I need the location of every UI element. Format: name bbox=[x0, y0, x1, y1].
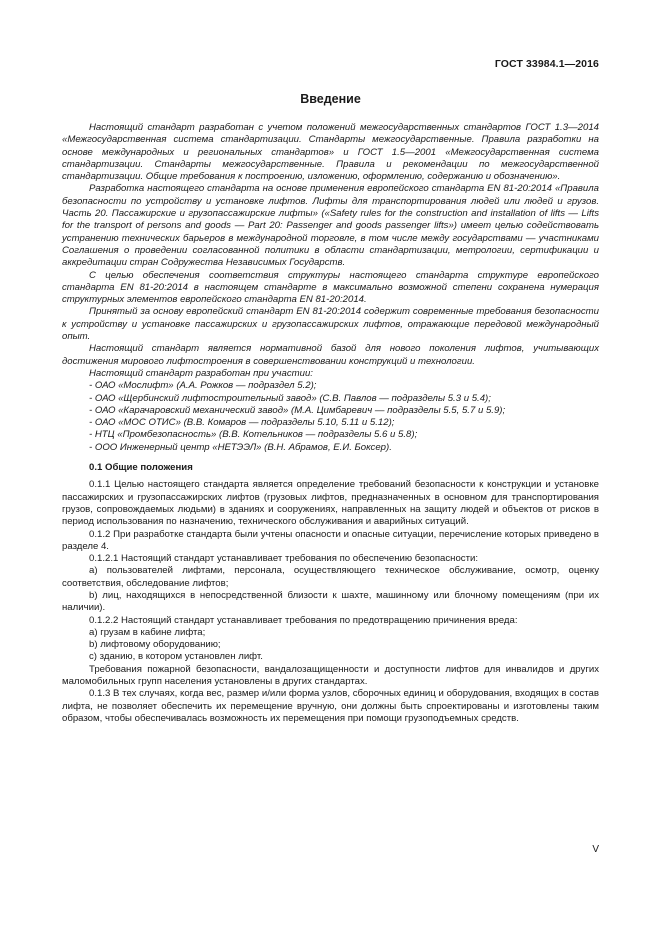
section-paragraph: 0.1.1 Целью настоящего стандарта является определение требований безопасности к конструкции и установке пассажирских и грузопассажирских лифтов (грузовых лифтов, предназначенных в основном для транспортирования грузов, сопровождаемых людьми) в зданиях и сооружениях, направленных на защиту людей и объектов от рисков в период использования по назначению, технического обслуживания и аварийных ситуаций. bbox=[62, 479, 599, 528]
section-paragraph: Требования пожарной безопасности, вандалозащищенности и доступности лифтов для инвалидов и других маломобильных групп населения установлены в других стандартах. bbox=[62, 663, 599, 688]
intro-paragraph: С целью обеспечения соответствия структуры настоящего стандарта структуре европейского стандарта EN 81-20:2014 в настоящем стандарте в максимально возможной степени сохранена нумерация структурных элементов европейского стандарта EN 81-20:2014. bbox=[62, 269, 599, 306]
section-heading: 0.1 Общие положения bbox=[89, 462, 193, 474]
intro-paragraph: Принятый за основу европейский стандарт EN 81-20:2014 содержит современные требования безопасности к устройству и установке пассажирских и грузопассажирских лифтов, отражающие передовой международный опыт. bbox=[62, 306, 599, 343]
participant-item: - ОАО «МОС ОТИС» (В.В. Комаров — подразделы 5.10, 5.11 и 5.12); bbox=[89, 417, 395, 429]
section-paragraph: b) лифтовому оборудованию; bbox=[89, 639, 221, 651]
participant-item: - ОАО «Мослифт» (А.А. Рожков — подраздел 5.2); bbox=[89, 380, 317, 392]
section-paragraph: c) зданию, в котором установлен лифт. bbox=[89, 651, 263, 663]
document-code: ГОСТ 33984.1—2016 bbox=[494, 58, 599, 70]
section-paragraph: 0.1.2.2 Настоящий стандарт устанавливает требования по предотвращению причинения вреда: bbox=[89, 614, 518, 626]
page-content bbox=[62, 122, 599, 725]
section-paragraph: 0.1.2.1 Настоящий стандарт устанавливает требования по обеспечению безопасности: bbox=[89, 553, 479, 565]
intro-paragraph: Настоящий стандарт разработан при участии: bbox=[89, 367, 313, 379]
participant-item: - ОАО «Карачаровский механический завод» (М.А. Цимбаревич — подразделы 5.5, 5.7 и 5.9); bbox=[89, 404, 506, 416]
page-title: Введение bbox=[300, 92, 361, 106]
page-number: V bbox=[592, 844, 599, 855]
section-paragraph: b) лиц, находящихся в непосредственной близости к шахте, машинному или блочному помещениям (при их наличии). bbox=[62, 589, 599, 614]
participant-item: - НТЦ «Промбезопасность» (В.В. Котельников — подразделы 5.6 и 5.8); bbox=[89, 429, 418, 441]
participant-item: - ООО Инженерный центр «НЕТЭЭЛ» (В.Н. Абрамов, Е.И. Боксер). bbox=[89, 441, 392, 453]
section-paragraph: 0.1.2 При разработке стандарта были учтены опасности и опасные ситуации, перечисление которых приведено в разделе 4. bbox=[62, 528, 599, 552]
intro-paragraph: Настоящий стандарт разработан с учетом положений межгосударственных стандартов ГОСТ 1.3—2014 «Межгосударственная система стандартизации. Стандарты межгосударственные. Правила разработки на основе международных и региональных стандартов» и ГОСТ 1.5—2001 «Межгосударственная система стандартизации. Стандарты межгосударственные. Правила и рекомендации по межгосударственной стандартизации. Общие требования к построению, изложению, оформлению, содержанию и обозначению». bbox=[62, 122, 599, 183]
section-paragraph: а) грузам в кабине лифта; bbox=[89, 626, 206, 638]
intro-paragraph: Настоящий стандарт является нормативной базой для нового поколения лифтов, учитывающих достижения мирового лифтостроения в совершенствовании конструкций и технологии. bbox=[62, 343, 599, 367]
section-paragraph: 0.1.3 В тех случаях, когда вес, размер и/или форма узлов, сборочных единиц и оборудования, входящих в состав лифта, не позволяет обеспечить их перемещение вручную, они должны быть спроектированы и изготовлены таким образом, чтобы обеспечивалась возможность их перемещения при помощи грузоподъемных средств. bbox=[62, 688, 599, 724]
intro-paragraph: Разработка настоящего стандарта на основе применения европейского стандарта EN 81-20:2014 «Правила безопасности по устройству и установке лифтов. Лифты для транспортирования людей или людей и грузов. Часть 20. Пассажирские и грузопассажирские лифты» («Safety rules for the construction and installation of lifts — Lifts for the transport of persons and goods — Part 20: Passenger and goods passenger lifts») имеет целью содействовать устранению технических барьеров в международной торговле, в том числе между государствами — участниками Соглашения о проведении согласованной политики в области стандартизации, метрологии, сертификации и аккредитации стран Содружества Независимых Государств. bbox=[62, 183, 599, 269]
section-paragraph: а) пользователей лифтами, персонала, осуществляющего техническое обслуживание, осмотр, оценку соответствия, обследование лифтов; bbox=[62, 565, 599, 589]
participant-item: - ОАО «Щербинский лифтостроительный завод» (С.В. Павлов — подразделы 5.3 и 5.4); bbox=[89, 392, 491, 404]
